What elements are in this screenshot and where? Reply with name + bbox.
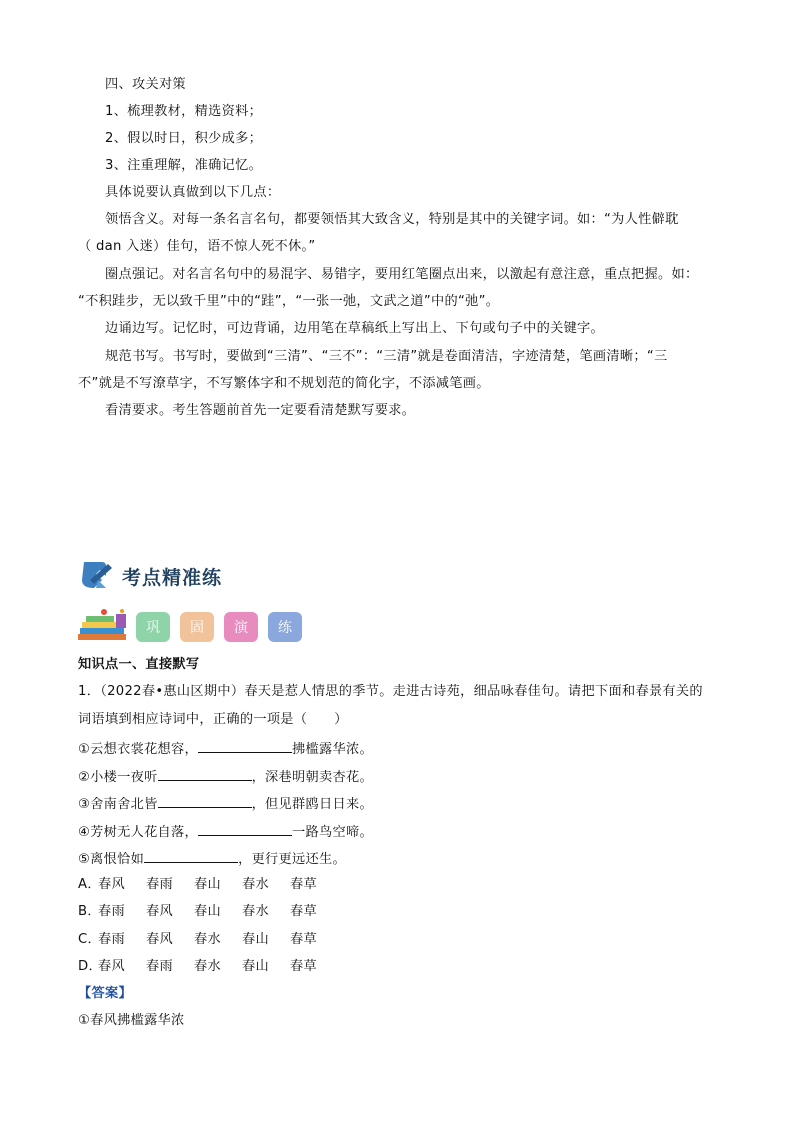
option-b	[78, 903, 338, 921]
section-title: 考点精准练	[122, 567, 223, 589]
option-letter: D．	[78, 959, 102, 974]
question-stem: 1．（2022春•惠山区期中）春天是惹人情思的季节。走进古诗苑，细品咏春佳句。请把下面和春景有关的	[78, 684, 703, 699]
option-d	[78, 958, 338, 976]
strategy-item: 2、假以时日，积少成多；	[105, 131, 263, 146]
knowledge-heading: 知识点一、直接默写	[78, 657, 200, 672]
fill-line-suffix: 一路鸟空啼。	[292, 825, 373, 840]
option-word: 春雨	[98, 904, 125, 919]
paragraph-line: 领悟含义。对每一条名言名句，都要领悟其大致含义，特别是其中的关键字词。如：“为人性僻耽	[105, 212, 679, 227]
answer-label: 【答案】	[78, 986, 132, 1001]
option-word: 春雨	[98, 932, 125, 947]
fill-line-suffix: ，深巷明朝卖杏花。	[251, 770, 373, 785]
option-word: 春山	[194, 877, 221, 892]
option-letter: C．	[78, 932, 101, 947]
paragraph-line: 规范书写。书写时，要做到“三清”、“三不”：“三清”就是卷面清洁，字迹清楚，笔画清晰；“三	[105, 349, 668, 364]
option-word: 春草	[290, 877, 317, 892]
paragraph-line: 不”就是不写潦草字，不写繁体字和不规划范的简化字，不添减笔画。	[78, 376, 490, 391]
strategy-intro: 具体说要认真做到以下几点：	[105, 185, 281, 200]
badge-gong: 巩	[136, 612, 170, 642]
option-a	[78, 876, 338, 894]
paragraph-line: 圈点强记。对名言名句中的易混字、易错字，要用红笔圈点出来，以激起有意注意，重点把握。如：	[105, 267, 699, 282]
fill-line	[78, 766, 373, 787]
paragraph-line: 边诵边写。记忆时，可边背诵，边用笔在草稿纸上写出上、下句或句子中的关键字。	[105, 321, 605, 336]
fill-line-prefix: ③舍南舍北皆	[78, 797, 158, 812]
fill-line	[78, 848, 346, 869]
paragraph-line: （ dan 入迷）佳句，语不惊人死不休。”	[78, 239, 316, 254]
option-word: 春草	[290, 959, 317, 974]
option-word: 春山	[242, 959, 269, 974]
option-letter: A．	[78, 877, 101, 892]
paragraph-line: “不积跬步，无以致千里”中的“跬”，“一张一弛，文武之道”中的“弛”。	[78, 294, 500, 309]
fill-line-suffix: 拂槛露华浓。	[292, 742, 373, 757]
option-word: 春水	[242, 904, 269, 919]
answer-blank	[158, 766, 252, 781]
books-illustration-icon	[76, 608, 132, 644]
option-word: 春雨	[146, 877, 173, 892]
option-word: 春草	[290, 932, 317, 947]
option-word: 春风	[146, 932, 173, 947]
fill-line	[78, 738, 373, 759]
option-word: 春风	[146, 904, 173, 919]
answer-line: ①春风拂槛露华浓	[78, 1013, 185, 1028]
paragraph-line: 看清要求。考生答题前首先一定要看清楚默写要求。	[105, 403, 416, 418]
question-stem: 词语填到相应诗词中，正确的一项是（ ）	[78, 712, 348, 727]
fill-line-prefix: ②小楼一夜听	[78, 770, 158, 785]
option-word: 春水	[242, 877, 269, 892]
option-word: 春风	[98, 959, 125, 974]
section-heading-strategy: 四、攻关对策	[105, 77, 186, 92]
option-word: 春水	[194, 959, 221, 974]
answer-blank	[198, 738, 292, 753]
badge-gu: 固	[180, 612, 214, 642]
fill-line-suffix: ，但见群鸥日日来。	[251, 797, 373, 812]
strategy-item: 1、梳理教材，精选资料；	[105, 104, 263, 119]
option-letter: B．	[78, 904, 101, 919]
badge-yan: 演	[224, 612, 258, 642]
fill-line-prefix: ④芳树无人花自落，	[78, 825, 199, 840]
answer-blank	[144, 848, 238, 863]
fill-line-prefix: ⑤离恨恰如	[78, 852, 145, 867]
option-word: 春山	[194, 904, 221, 919]
fill-line	[78, 793, 373, 814]
option-word: 春草	[290, 904, 317, 919]
option-word: 春山	[242, 932, 269, 947]
answer-blank	[158, 793, 252, 808]
fill-line-suffix: ，更行更远还生。	[238, 852, 346, 867]
answer-blank	[198, 821, 292, 836]
option-word: 春水	[194, 932, 221, 947]
option-word: 春风	[98, 877, 125, 892]
option-c	[78, 931, 338, 949]
fill-line	[78, 821, 373, 842]
fill-line-prefix: ①云想衣裳花想容，	[78, 742, 199, 757]
pen-note-icon	[76, 556, 114, 594]
badge-lian: 练	[268, 612, 302, 642]
strategy-item: 3、注重理解，准确记忆。	[105, 158, 263, 173]
option-word: 春雨	[146, 959, 173, 974]
